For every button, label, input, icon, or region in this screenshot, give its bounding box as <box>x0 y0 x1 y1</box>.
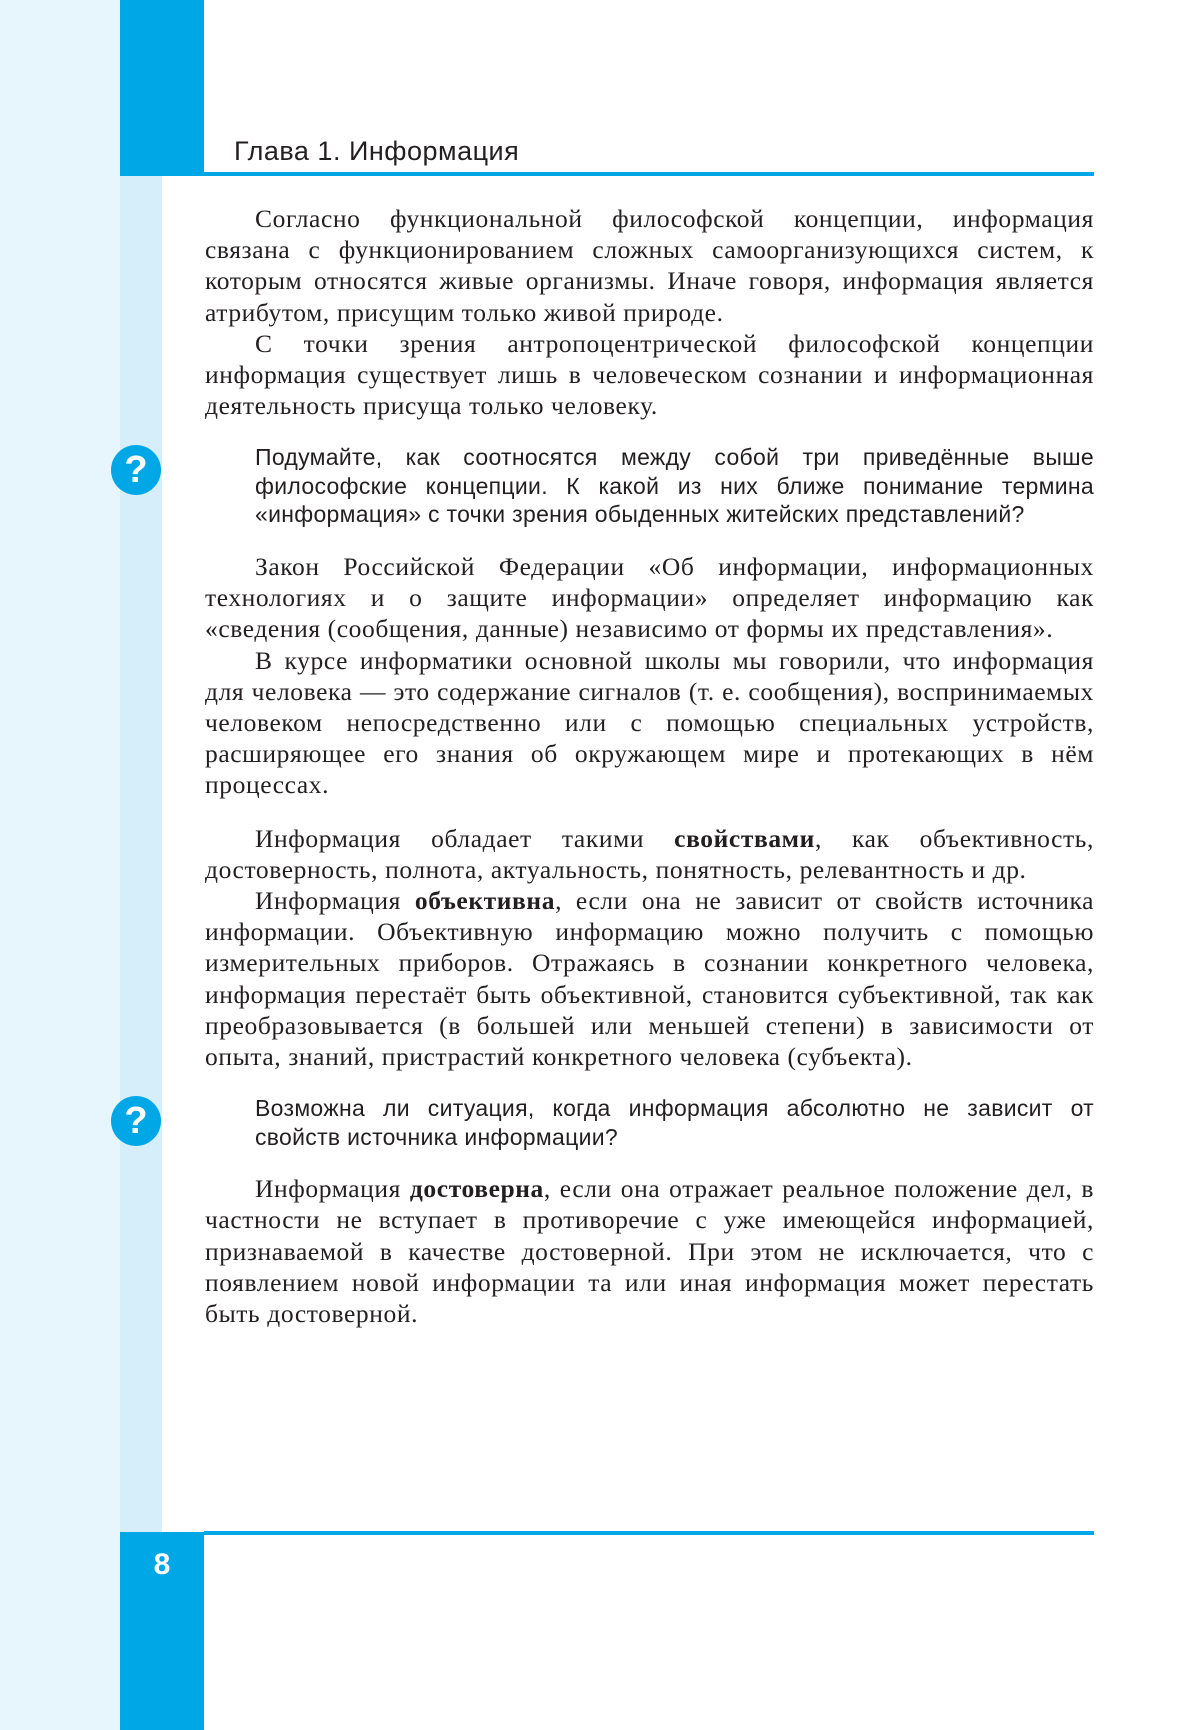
paragraph-anthropocentric-concept: С точки зрения антропоцентрической философской концепции информация существует лишь в человеческом сознании и информационная деятельность присуща только человеку. <box>205 328 1094 421</box>
paragraph-reliable: Информация достоверна, если она отражает реальное положение дел, в частности не вступает в противоречие с уже имеющейся информацией, признаваемой в качестве достоверной. При этом не исключается, что с появлением новой информации та или иная информация может перестать быть достоверной. <box>205 1174 1094 1328</box>
question-mark-icon: ? <box>111 1096 161 1146</box>
left-margin-band <box>0 0 120 1730</box>
margin-strip <box>120 176 162 1532</box>
term-objective: объективна <box>414 885 556 915</box>
page-number: 8 <box>153 1548 171 1581</box>
paragraph-properties: Информация обладает такими свойствами, как объективность, достоверность, полнота, актуальность, понятность, релевантность и др. <box>205 823 1094 884</box>
page-body <box>124 203 1094 1329</box>
header-rule <box>204 172 1094 176</box>
term-properties: свойствами <box>674 823 815 853</box>
question-block-1 <box>124 443 1094 529</box>
term-reliable: достоверна <box>409 1174 544 1204</box>
header-color-block <box>120 0 204 176</box>
paragraph-functional-concept: Согласно функциональной философской концепции, информация связана с функционированием сложных самоорганизующихся систем, к которым относятся живые организмы. Иначе говоря, информация является атрибутом, присущим только живой природе. <box>205 204 1094 327</box>
question-block-2 <box>124 1094 1094 1151</box>
paragraph-federal-law: Закон Российской Федерации «Об информации, информационных технологиях и о защите информации» определяет информацию как «сведения (сообщения, данные) независимо от формы их представления». <box>205 551 1094 644</box>
chapter-title: Глава 1. Информация <box>234 136 520 166</box>
question-mark-icon: ? <box>111 445 161 495</box>
paragraph-school-course: В курсе информатики основной школы мы говорили, что информация для человека — это содержание сигналов (т. е. сообщения), воспринимаемых человеком непосредственно или с помощью специальных устройств, расширяющее его знания об окружающем мире и протекающих в нём процессах. <box>205 645 1094 800</box>
question-text: Подумайте, как соотносятся между собой три приведённые выше философские концепции. К какой из них ближе понимание термина «информация» с точки зрения обыденных житейских представлений? <box>255 444 1094 528</box>
question-text: Возможна ли ситуация, когда информация абсолютно не зависит от свойств источника информации? <box>255 1095 1094 1150</box>
paragraph-objective: Информация объективна, если она не зависит от свойств источника информации. Объективную информацию можно получить с помощью измерительных приборов. Отражаясь в сознании конкретного человека, информация перестаёт быть объективной, становится субъективной, так как преобразовывается (в большей или меньшей степени) в зависимости от опыта, знаний, пристрастий конкретного человека (субъекта). <box>205 885 1094 1071</box>
footer-rule <box>204 1531 1094 1535</box>
